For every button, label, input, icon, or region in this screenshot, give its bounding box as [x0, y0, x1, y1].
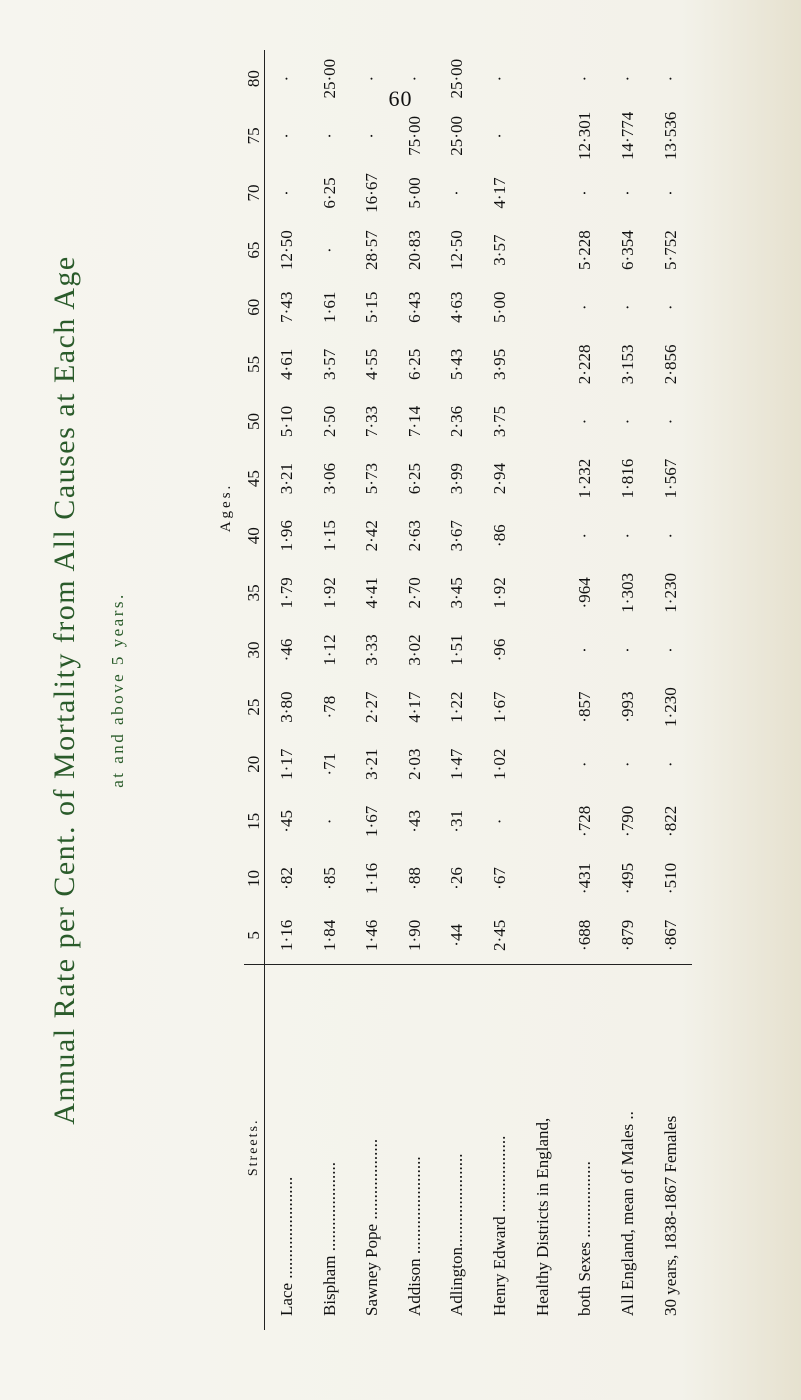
rate-cell: 6·25: [404, 348, 424, 380]
rate-cell: 16·67: [362, 173, 382, 213]
rate-cell: 14·774: [618, 111, 637, 160]
rate-cell: 3·57: [490, 234, 510, 266]
rate-cell: [521, 393, 564, 450]
table-row: [351, 50, 394, 1330]
rate-cell: ·46: [276, 638, 296, 662]
street-label: Adlington......................: [436, 964, 479, 1330]
age-header: 75: [244, 107, 265, 164]
age-header: 70: [244, 164, 265, 221]
rate-cell: 12·50: [447, 230, 467, 270]
street-label: Sawney Pope ...................: [351, 964, 394, 1330]
rate-cell: ·45: [276, 810, 296, 833]
street-label: Healthy Districts in England,: [521, 964, 564, 1330]
rate-cell: ·: [618, 647, 637, 653]
rate-cell: ·96: [490, 638, 510, 662]
age-header: 25: [244, 679, 265, 736]
rate-cell: 2·63: [404, 520, 424, 552]
rate-cell: [521, 50, 564, 107]
rate-cell: 2·94: [490, 463, 510, 495]
rate-cell: ·: [618, 304, 637, 311]
rate-cell: ·: [319, 818, 339, 825]
rate-cell: ·: [618, 75, 637, 82]
mortality-table: [244, 50, 692, 1330]
rate-cell: ·: [660, 647, 680, 653]
rate-cell: [521, 279, 564, 336]
rate-cell: 5·752: [660, 230, 680, 270]
rate-cell: ·: [276, 190, 296, 196]
rate-cell: 7·33: [362, 405, 382, 438]
rate-cell: ·857: [575, 691, 595, 723]
age-header: 15: [244, 793, 265, 850]
table-row: [308, 50, 351, 1330]
rate-cell: ·: [660, 304, 680, 311]
rate-cell: 1·61: [319, 291, 339, 323]
rate-cell: 3·06: [319, 463, 339, 495]
rate-cell: 1·303: [618, 573, 637, 613]
rate-cell: ·: [575, 190, 595, 196]
rate-cell: [521, 621, 564, 678]
rate-cell: ·: [660, 418, 680, 425]
table-body: [265, 50, 693, 1330]
rate-cell: 1·232: [575, 458, 595, 499]
rate-cell: ·44: [447, 924, 467, 947]
rate-cell: 4·41: [362, 577, 382, 609]
rate-cell: 1·90: [404, 919, 424, 951]
age-header: 35: [244, 564, 265, 621]
street-label: Addison .......................: [393, 964, 436, 1330]
street-label: Lace ........................: [265, 964, 309, 1330]
rate-cell: 5·10: [276, 405, 296, 438]
rate-cell: ·: [618, 532, 637, 539]
table-row: [479, 50, 522, 1330]
rate-cell: 1·92: [319, 577, 339, 609]
rate-cell: ·964: [575, 577, 595, 609]
rate-cell: 2·03: [404, 748, 424, 780]
rate-cell: 3·02: [404, 634, 424, 666]
table-row: [436, 50, 479, 1330]
rate-cell: 3·75: [490, 405, 510, 438]
street-label: both Sexes ..................: [564, 964, 607, 1330]
rate-cell: [521, 336, 564, 393]
rate-cell: ·43: [404, 810, 424, 833]
rate-cell: 3·95: [490, 348, 510, 380]
rate-cell: ·31: [447, 810, 467, 833]
rate-cell: ·: [276, 133, 296, 139]
rate-cell: [521, 107, 564, 164]
rate-cell: ·879: [618, 919, 637, 951]
rate-cell: 4·55: [362, 348, 382, 380]
rate-cell: 4·63: [447, 291, 467, 323]
rate-cell: [521, 222, 564, 279]
rate-cell: ·26: [447, 867, 467, 890]
rate-cell: ·: [319, 133, 339, 139]
rate-cell: 2·42: [362, 520, 382, 552]
rate-cell: 2·27: [362, 691, 382, 723]
rate-cell: 5·43: [447, 348, 467, 380]
rate-cell: 28·57: [362, 230, 382, 270]
rate-cell: ·: [276, 75, 296, 82]
rate-cell: ·495: [618, 862, 637, 895]
rate-cell: 6·25: [404, 463, 424, 495]
rate-cell: ·822: [660, 805, 680, 837]
rate-cell: 1·47: [447, 748, 467, 780]
rate-cell: 1·46: [362, 919, 382, 951]
rate-cell: 3·67: [447, 520, 467, 552]
rate-cell: 4·61: [276, 348, 296, 380]
rate-cell: ·431: [575, 862, 595, 895]
rate-cell: ·: [618, 761, 637, 768]
street-label: 30 years, 1838-1867 Females: [649, 964, 692, 1330]
ages-heading: Ages.: [218, 482, 234, 533]
rate-cell: ·688: [575, 919, 595, 951]
rate-cell: ·88: [404, 867, 424, 890]
rate-cell: 1·67: [362, 805, 382, 837]
rate-cell: ·: [362, 133, 382, 139]
street-label: All England, mean of Males ..: [607, 964, 650, 1330]
rate-cell: [521, 164, 564, 221]
rotated-table-block: [0, 50, 730, 1330]
rate-cell: 5·00: [490, 291, 510, 323]
rate-cell: 7·43: [276, 291, 296, 323]
rate-cell: 13·536: [660, 111, 680, 160]
rate-cell: 3·45: [447, 577, 467, 609]
rate-cell: 1·12: [319, 634, 339, 666]
rate-cell: ·: [319, 247, 339, 253]
rate-cell: ·: [618, 418, 637, 425]
rate-cell: 12·301: [575, 111, 595, 160]
rate-cell: 3·21: [276, 463, 296, 495]
rate-cell: 3·33: [362, 634, 382, 666]
rate-cell: ·728: [575, 805, 595, 837]
rate-cell: 1·230: [660, 573, 680, 613]
rate-cell: ·82: [276, 867, 296, 890]
rate-cell: [521, 850, 564, 907]
rate-cell: 1·17: [276, 748, 296, 780]
rate-cell: 5·15: [362, 291, 382, 323]
rate-cell: 1·230: [660, 687, 680, 727]
rate-cell: 7·14: [404, 405, 424, 438]
table-title: Annual Rate per Cent. of Mortality from All Causes at Each Age: [48, 255, 81, 1125]
rate-cell: 2·36: [447, 405, 467, 438]
rate-cell: 5·00: [404, 177, 424, 209]
rate-cell: [521, 907, 564, 964]
rate-cell: 1·96: [276, 520, 296, 552]
rate-cell: 1·16: [362, 862, 382, 895]
rate-cell: [521, 793, 564, 850]
age-header: 50: [244, 393, 265, 450]
table-row: [607, 50, 650, 1330]
rate-cell: ·: [660, 532, 680, 539]
rate-cell: 12·50: [276, 230, 296, 270]
rate-cell: 1·16: [276, 919, 296, 951]
rate-cell: ·: [575, 532, 595, 539]
streets-column-header: Streets.: [244, 964, 265, 1330]
header-row: [244, 50, 265, 1330]
rate-cell: ·: [490, 75, 510, 82]
street-label: Bispham .....................: [308, 964, 351, 1330]
rate-cell: ·: [575, 761, 595, 768]
rate-cell: 25·00: [319, 58, 339, 99]
table-row: [521, 50, 564, 1330]
rate-cell: ·85: [319, 867, 339, 890]
rate-cell: ·86: [490, 524, 510, 548]
rate-cell: 4·17: [404, 691, 424, 723]
page-number: 60: [388, 86, 413, 111]
rate-cell: ·: [575, 647, 595, 653]
rate-cell: [521, 736, 564, 793]
rate-cell: ·: [362, 75, 382, 82]
rate-cell: 3·21: [362, 748, 382, 780]
rate-cell: 2·70: [404, 577, 424, 609]
rate-cell: 1·79: [276, 577, 296, 609]
rate-cell: 6·25: [319, 177, 339, 209]
table-subtitle: at and above 5 years.: [108, 592, 127, 788]
age-header: 55: [244, 336, 265, 393]
rate-cell: 4·17: [490, 177, 510, 209]
rate-cell: ·790: [618, 805, 637, 837]
rate-cell: 1·567: [660, 458, 680, 499]
rate-cell: ·: [618, 190, 637, 196]
rate-cell: ·: [660, 75, 680, 82]
rate-cell: 6·43: [404, 291, 424, 323]
rate-cell: 5·73: [362, 463, 382, 495]
rate-cell: 3·99: [447, 463, 467, 495]
rate-cell: 1·84: [319, 919, 339, 951]
rate-cell: ·: [490, 133, 510, 139]
rate-cell: ·78: [319, 695, 339, 719]
rate-cell: 1·51: [447, 634, 467, 666]
street-label: Henry Edward ..................: [479, 964, 522, 1330]
rate-cell: 2·45: [490, 919, 510, 951]
age-header: 40: [244, 507, 265, 564]
rate-cell: [521, 679, 564, 736]
rate-cell: 1·02: [490, 748, 510, 780]
rate-cell: 2·856: [660, 344, 680, 385]
rate-cell: ·71: [319, 752, 339, 776]
age-header: 20: [244, 736, 265, 793]
rate-cell: 1·816: [618, 458, 637, 499]
rate-cell: 6·354: [618, 230, 637, 270]
rate-cell: ·: [490, 818, 510, 825]
rate-cell: ·: [660, 190, 680, 196]
rate-cell: 75·00: [404, 116, 424, 156]
age-header: 80: [244, 50, 265, 107]
rate-cell: 1·92: [490, 577, 510, 609]
rate-cell: ·993: [618, 691, 637, 723]
rate-cell: 25·00: [447, 116, 467, 156]
rate-cell: [521, 507, 564, 564]
rate-cell: ·: [575, 75, 595, 82]
rate-cell: [521, 564, 564, 621]
rate-cell: 2·228: [575, 344, 595, 385]
table-row: [649, 50, 692, 1330]
age-header: 10: [244, 850, 265, 907]
rate-cell: 3·57: [319, 348, 339, 380]
rate-cell: ·67: [490, 867, 510, 890]
age-header: 30: [244, 621, 265, 678]
rate-cell: ·: [404, 75, 424, 82]
rate-cell: ·867: [660, 919, 680, 951]
age-header: 60: [244, 279, 265, 336]
rate-cell: 3·153: [618, 344, 637, 385]
rate-cell: ·: [447, 190, 467, 196]
rate-cell: ·: [575, 418, 595, 425]
age-header: 65: [244, 222, 265, 279]
rate-cell: 2·50: [319, 405, 339, 438]
rate-cell: 1·15: [319, 520, 339, 552]
rate-cell: ·510: [660, 862, 680, 895]
age-header: 5: [244, 907, 265, 964]
rate-cell: 25·00: [447, 58, 467, 99]
table-row: [564, 50, 607, 1330]
rate-cell: 5·228: [575, 230, 595, 270]
table-row: [393, 50, 436, 1330]
rate-cell: 1·22: [447, 691, 467, 723]
rate-cell: 1·67: [490, 691, 510, 723]
rate-cell: ·: [660, 761, 680, 768]
table-row: [265, 50, 309, 1330]
rate-cell: [521, 450, 564, 507]
rate-cell: 3·80: [276, 691, 296, 723]
rate-cell: ·: [575, 304, 595, 311]
age-header: 45: [244, 450, 265, 507]
rate-cell: 20·83: [404, 230, 424, 270]
